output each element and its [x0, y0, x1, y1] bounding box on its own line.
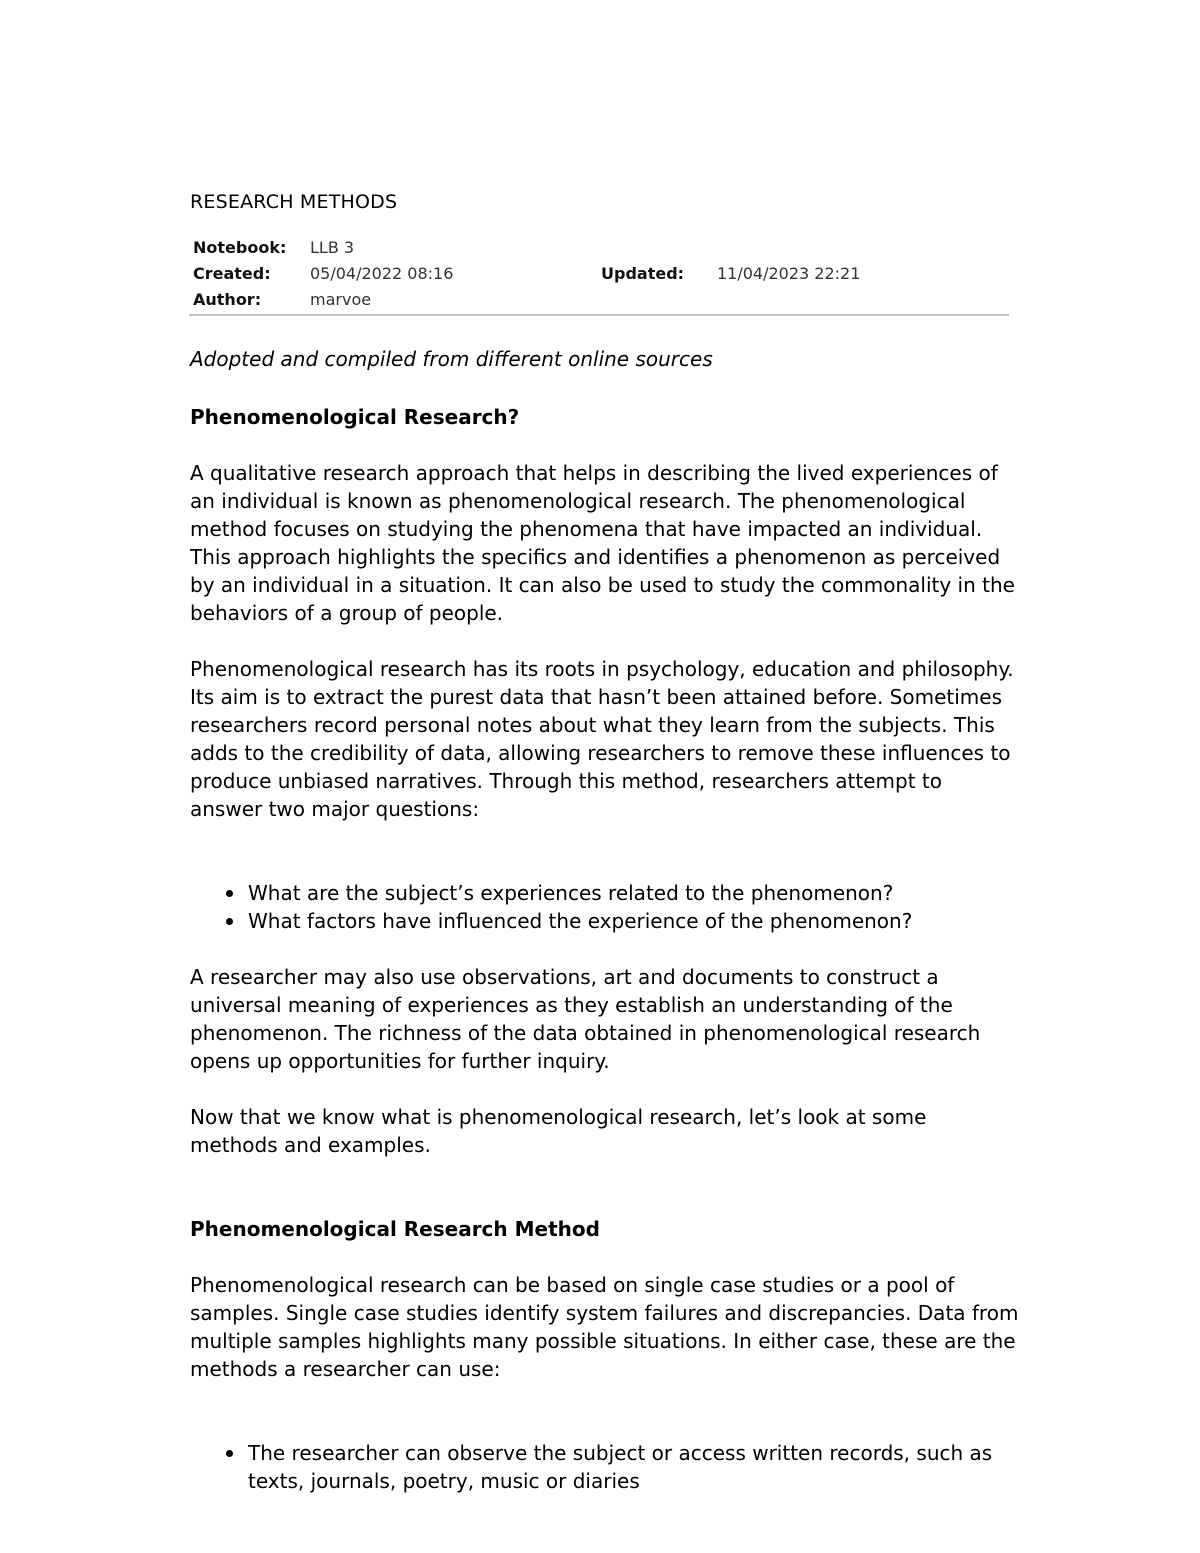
paragraph-observations: A researcher may also use observations, art and documents to construct a universal meaning of experiences as they establish an understanding of the phenomenon. The richness of the data obtained in phenomenological research opens up opportunities for further inquiry.	[190, 965, 981, 1073]
author-value: marvoe	[310, 290, 372, 309]
subtitle: Adopted and compiled from different online sources	[190, 347, 713, 371]
section-heading-research-method: Phenomenological Research Method	[190, 1217, 600, 1241]
paragraph-transition: Now that we know what is phenomenological research, let’s look at some methods and examples.	[190, 1105, 927, 1157]
metadata-divider	[189, 314, 1009, 316]
meta-row-created	[193, 262, 1008, 288]
paragraph-methods: Phenomenological research can be based on single case studies or a pool of samples. Single case studies identify system failures and discrepancies. Data from multiple samples highlights many possible situations. In either case, these are the methods a researcher can use:	[190, 1273, 1019, 1381]
updated-label: Updated:	[601, 264, 685, 283]
meta-row-notebook	[193, 236, 1008, 262]
list-item	[248, 1439, 1020, 1495]
paragraph-roots: Phenomenological research has its roots in psychology, education and philosophy. Its aim is to extract the purest data that hasn’t been attained before. Sometimes researchers record personal notes about what they learn from the subjects. This adds to the credibility of data, allowing researchers to remove these influences to produce unbiased narratives. Through this method, researchers attempt to answer two major questions:	[190, 657, 1014, 821]
meta-row-author	[193, 288, 1008, 314]
list-item	[248, 879, 1020, 907]
bullet-list-questions	[190, 879, 1020, 935]
list-item-text: What factors have influenced the experience of the phenomenon?	[248, 909, 913, 933]
bullet-icon	[226, 1450, 233, 1457]
created-label: Created:	[193, 264, 271, 283]
note-body	[190, 345, 1020, 1495]
bullet-icon	[226, 890, 233, 897]
bullet-list-methods	[190, 1439, 1020, 1495]
updated-value: 11/04/2023 22:21	[717, 264, 861, 283]
paragraph-definition: A qualitative research approach that helps in describing the lived experiences of an individual is known as phenomenological research. The phenomenological method focuses on studying the phenomena that have impacted an individual. This approach highlights the specifics and identifies a phenomenon as perceived by an individual in a situation. It can also be used to study the commonality in the behaviors of a group of people.	[190, 461, 1015, 625]
notebook-value: LLB 3	[310, 238, 355, 257]
section-heading-phenomenological-research: Phenomenological Research?	[190, 405, 520, 429]
author-label: Author:	[193, 290, 262, 309]
note-title: RESEARCH METHODS	[190, 191, 398, 213]
created-value: 05/04/2022 08:16	[310, 264, 454, 283]
list-item-text: The researcher can observe the subject or access written records, such as texts, journals, poetry, music or diaries	[248, 1441, 993, 1493]
notebook-label: Notebook:	[193, 238, 287, 257]
list-item-text: What are the subject’s experiences related to the phenomenon?	[248, 881, 894, 905]
list-item	[248, 907, 1020, 935]
bullet-icon	[226, 918, 233, 925]
note-metadata	[193, 236, 1008, 314]
